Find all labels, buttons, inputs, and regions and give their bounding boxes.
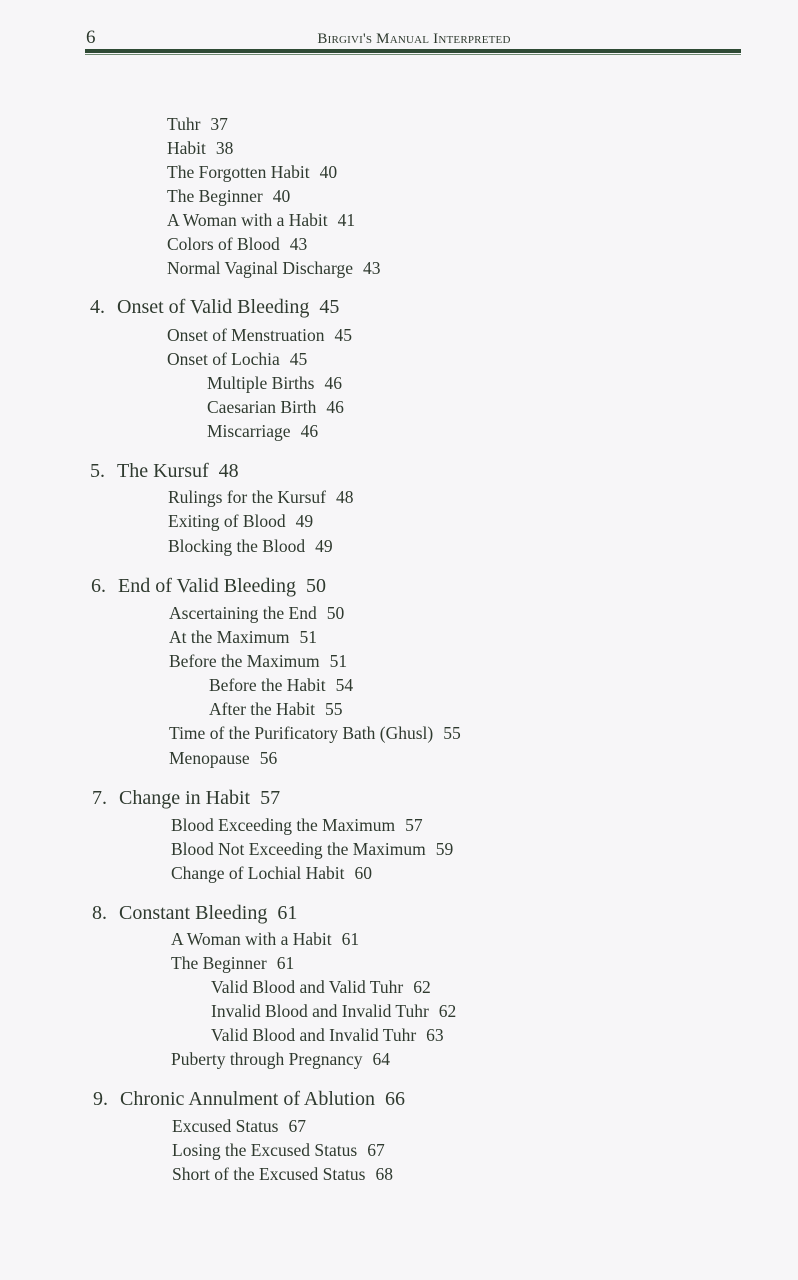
entry-title: Habit xyxy=(167,138,206,158)
entry-title: Blood Not Exceeding the Maximum xyxy=(171,839,426,859)
entry-title: Onset of Lochia xyxy=(167,349,280,369)
entry-page: 46 xyxy=(324,373,342,393)
toc-entry xyxy=(167,138,233,159)
chapter-heading xyxy=(92,787,280,810)
toc-subentry xyxy=(207,421,318,442)
entry-title: Ascertaining the End xyxy=(169,603,317,623)
header-rule-thin xyxy=(85,54,741,55)
entry-page: 57 xyxy=(405,815,423,835)
entry-title: Puberty through Pregnancy xyxy=(171,1049,363,1069)
toc-entry xyxy=(169,603,344,624)
chapter-number: 6. xyxy=(91,575,106,597)
entry-page: 48 xyxy=(335,487,354,507)
toc-entry xyxy=(171,953,294,974)
toc-entry xyxy=(169,651,347,672)
entry-title: Tuhr xyxy=(167,114,201,134)
entry-title: Blood Exceeding the Maximum xyxy=(171,815,396,835)
chapter-heading xyxy=(92,902,297,925)
entry-title: At the Maximum xyxy=(169,627,290,647)
entry-title: Blocking the Blood xyxy=(168,536,306,556)
chapter-title: The Kursuf xyxy=(117,460,209,482)
entry-page: 40 xyxy=(319,162,338,182)
entry-page: 67 xyxy=(367,1140,385,1160)
toc-entry xyxy=(169,748,277,769)
toc-entry xyxy=(168,487,353,508)
entry-page: 62 xyxy=(413,977,431,997)
toc-entry xyxy=(167,349,307,370)
entry-page: 55 xyxy=(443,723,461,743)
toc-subentry xyxy=(207,397,344,418)
toc-entry xyxy=(167,186,290,207)
chapter-page: 50 xyxy=(305,575,326,597)
entry-title: A Woman with a Habit xyxy=(171,929,332,949)
entry-title: Miscarriage xyxy=(207,421,291,441)
entry-page: 40 xyxy=(272,186,291,206)
entry-page: 51 xyxy=(329,651,348,671)
entry-title: Onset of Menstruation xyxy=(167,325,325,345)
entry-page: 51 xyxy=(299,627,318,647)
chapter-number: 4. xyxy=(90,296,105,318)
toc-entry xyxy=(169,627,317,648)
toc-entry xyxy=(167,114,228,135)
chapter-number: 9. xyxy=(93,1088,108,1110)
entry-title: Multiple Births xyxy=(207,373,315,393)
entry-page: 45 xyxy=(334,325,352,345)
entry-page: 43 xyxy=(362,258,381,278)
entry-title: Excused Status xyxy=(172,1116,279,1136)
entry-title: Colors of Blood xyxy=(167,234,280,254)
entry-page: 68 xyxy=(375,1164,393,1184)
entry-page: 56 xyxy=(259,748,278,768)
toc-subentry xyxy=(209,699,342,720)
toc-entry xyxy=(168,536,333,557)
entry-page: 50 xyxy=(326,603,345,623)
toc-entry xyxy=(167,234,307,255)
toc-entry xyxy=(171,929,359,950)
chapter-number: 7. xyxy=(92,787,107,809)
entry-page: 61 xyxy=(341,929,360,949)
entry-title: The Forgotten Habit xyxy=(167,162,310,182)
chapter-page: 66 xyxy=(385,1088,405,1110)
entry-title: Caesarian Birth xyxy=(207,397,317,417)
entry-page: 54 xyxy=(335,675,354,695)
entry-page: 59 xyxy=(435,839,454,859)
toc-subentry xyxy=(209,675,353,696)
toc-entry xyxy=(172,1116,306,1137)
chapter-page: 48 xyxy=(218,460,239,482)
entry-title: Time of the Purificatory Bath (Ghusl) xyxy=(169,723,434,743)
entry-page: 55 xyxy=(324,699,343,719)
toc-subentry xyxy=(207,373,342,394)
entry-title: The Beginner xyxy=(167,186,263,206)
toc-entry xyxy=(169,723,461,744)
entry-page: 38 xyxy=(215,138,234,158)
entry-page: 46 xyxy=(326,397,344,417)
entry-title: Rulings for the Kursuf xyxy=(168,487,326,507)
chapter-heading xyxy=(90,460,239,483)
entry-title: Valid Blood and Invalid Tuhr xyxy=(211,1025,417,1045)
chapter-page: 61 xyxy=(277,902,298,924)
toc-entry xyxy=(172,1164,393,1185)
entry-title: Exiting of Blood xyxy=(168,511,286,531)
chapter-title: Constant Bleeding xyxy=(119,902,268,924)
entry-page: 67 xyxy=(288,1116,306,1136)
chapter-heading xyxy=(90,296,339,319)
toc-entry xyxy=(168,511,313,532)
chapter-title: Change in Habit xyxy=(119,787,251,809)
entry-title: Losing the Excused Status xyxy=(172,1140,358,1160)
entry-page: 45 xyxy=(289,349,308,369)
entry-page: 63 xyxy=(426,1025,444,1045)
toc-entry xyxy=(171,863,372,884)
entry-title: The Beginner xyxy=(171,953,267,973)
entry-page: 41 xyxy=(337,210,356,230)
header-rule xyxy=(85,49,741,53)
entry-page: 49 xyxy=(315,536,333,556)
toc-entry xyxy=(172,1140,385,1161)
chapter-number: 8. xyxy=(92,902,107,924)
toc-subentry xyxy=(211,1025,444,1046)
chapter-title: Onset of Valid Bleeding xyxy=(117,296,310,318)
entry-title: Short of the Excused Status xyxy=(172,1164,366,1184)
toc-entry xyxy=(171,839,453,860)
toc-entry xyxy=(171,1049,390,1070)
entry-page: 37 xyxy=(210,114,228,134)
toc-entry xyxy=(167,325,352,346)
entry-page: 64 xyxy=(372,1049,390,1069)
chapter-title: End of Valid Bleeding xyxy=(118,575,296,597)
page-number: 6 xyxy=(86,27,96,48)
toc-entry xyxy=(167,210,355,231)
entry-page: 62 xyxy=(438,1001,457,1021)
entry-title: A Woman with a Habit xyxy=(167,210,328,230)
toc-entry xyxy=(167,162,337,183)
chapter-heading xyxy=(91,575,326,598)
entry-title: After the Habit xyxy=(209,699,315,719)
entry-title: Valid Blood and Valid Tuhr xyxy=(211,977,404,997)
chapter-page: 45 xyxy=(319,296,340,318)
entry-page: 49 xyxy=(295,511,314,531)
chapter-number: 5. xyxy=(90,460,105,482)
chapter-heading xyxy=(93,1088,405,1111)
toc-subentry xyxy=(211,977,431,998)
entry-title: Change of Lochial Habit xyxy=(171,863,345,883)
toc-entry xyxy=(167,258,380,279)
toc-subentry xyxy=(211,1001,456,1022)
entry-title: Before the Maximum xyxy=(169,651,320,671)
chapter-title: Chronic Annulment of Ablution xyxy=(120,1088,375,1110)
entry-title: Normal Vaginal Discharge xyxy=(167,258,353,278)
entry-title: Before the Habit xyxy=(209,675,326,695)
entry-page: 43 xyxy=(289,234,308,254)
entry-title: Invalid Blood and Invalid Tuhr xyxy=(211,1001,429,1021)
entry-page: 60 xyxy=(354,863,372,883)
entry-title: Menopause xyxy=(169,748,250,768)
entry-page: 46 xyxy=(300,421,319,441)
toc-entry xyxy=(171,815,423,836)
entry-page: 61 xyxy=(276,953,295,973)
chapter-page: 57 xyxy=(260,787,281,809)
running-title: Birgivi's Manual Interpreted xyxy=(317,31,511,47)
